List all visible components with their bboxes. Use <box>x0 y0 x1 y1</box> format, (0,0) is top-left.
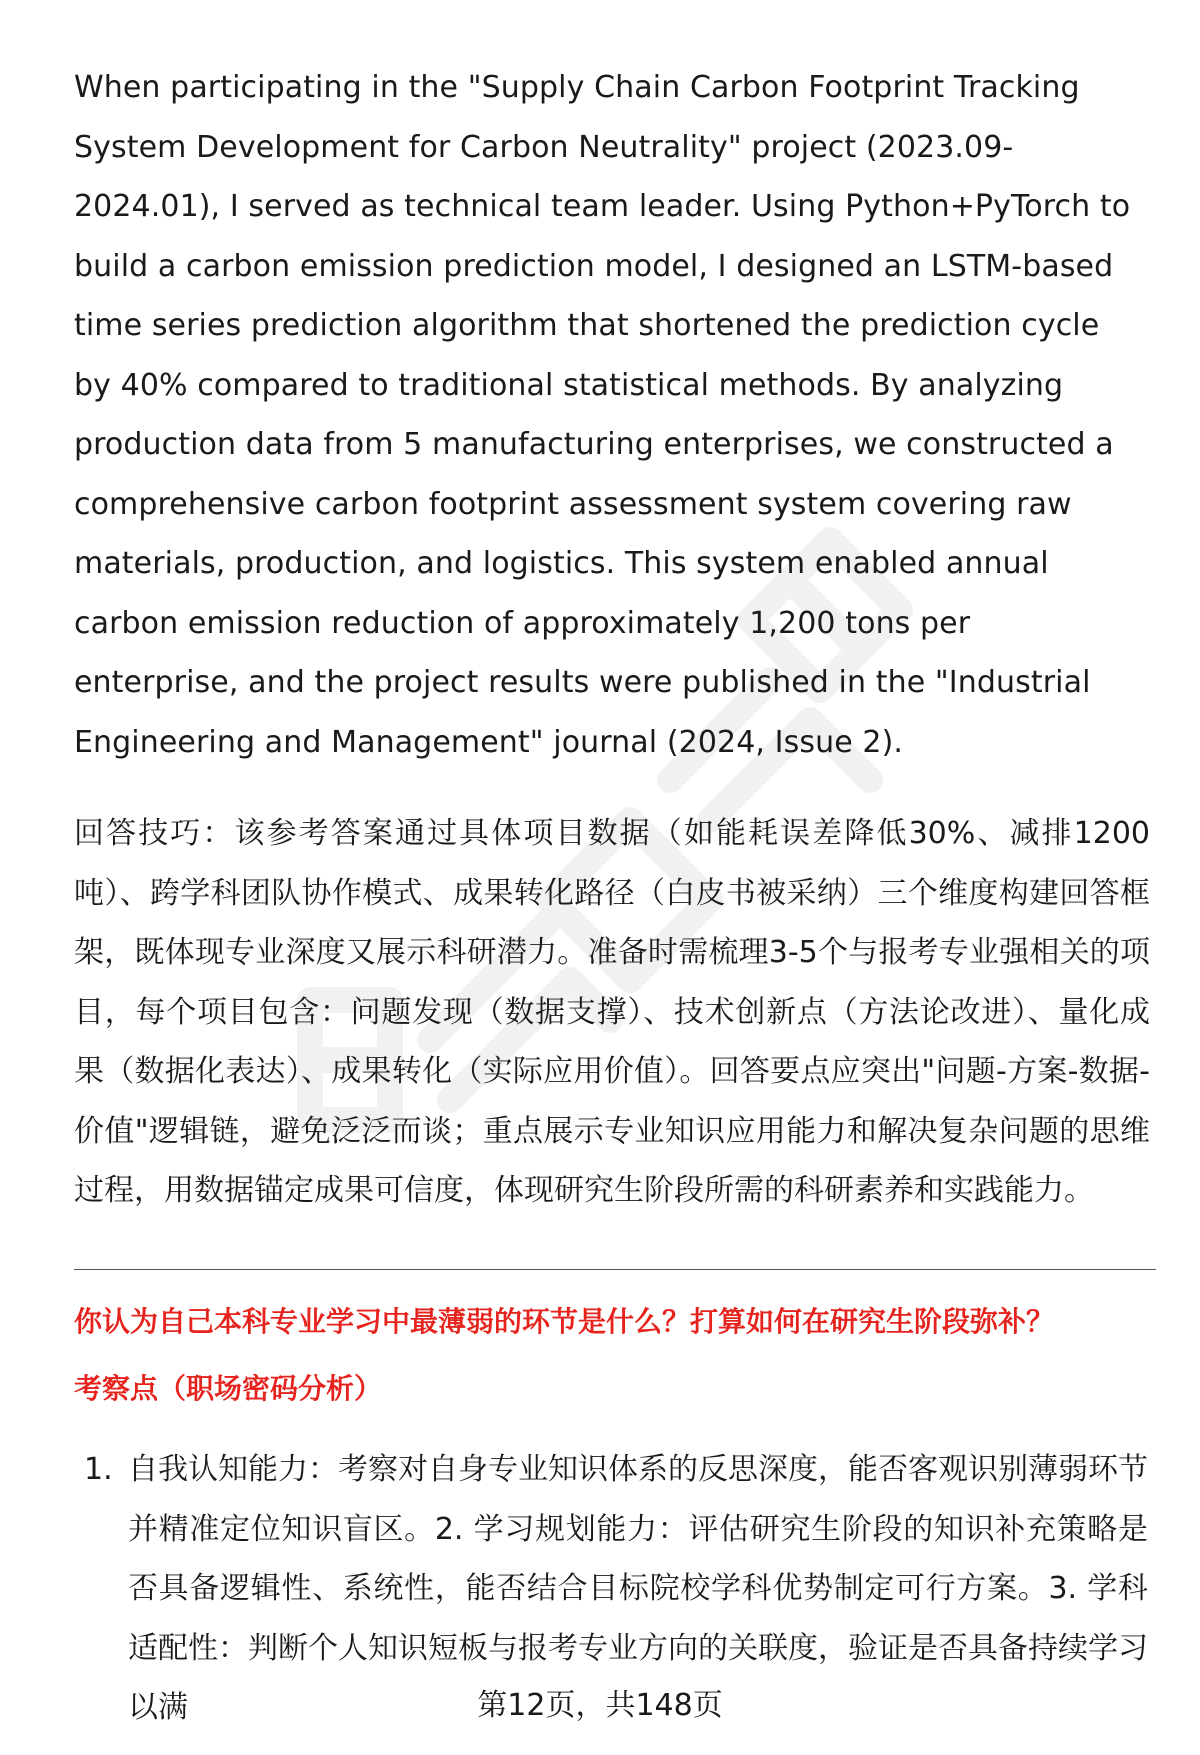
question-title: 你认为自己本科专业学习中最薄弱的环节是什么？打算如何在研究生阶段弥补？ <box>74 1305 1055 1338</box>
assessment-points-heading: 考察点（职场密码分析） <box>74 1372 383 1405</box>
page-number: 第12页，共148页 <box>477 1688 723 1723</box>
list-item-text: 自我认知能力：考察对自身专业知识体系的反思深度，能否客观识别薄弱环节并精准定位知识盲区。2. 学习规划能力：评估研究生阶段的知识补充策略是否具备逻辑性、系统性，能否结合目标院校学科优势制定可行方案。3. 学科适配性：判断个人知识短板与报考专业方向的关联度，验证是否具备持续学习以满 <box>128 1452 1148 1725</box>
list-item-marker: 1. <box>84 1452 113 1487</box>
english-answer-paragraph: When participating in the "Supply Chain Carbon Footprint Tracking System Development for Carbon Neutrality" project (2023.09-2024.01), I served as technical team leader. Using Python+PyTorch to build a carbon emission prediction model, I designed an LSTM-based time series prediction algorithm that shortened the prediction cycle by 40% compared to traditional statistical methods. By analyzing production data from 5 manufacturing enterprises, we constructed a comprehensive carbon footprint assessment system covering raw materials, production, and logistics. This system enabled annual carbon emission reduction of approximately 1,200 tons per enterprise, and the project results were published in the "Industrial Engineering and Management" journal (2024, Issue 2). <box>74 70 1131 760</box>
answer-tips-paragraph: 回答技巧：该参考答案通过具体项目数据（如能耗误差降低30%、减排1200吨）、跨学科团队协作模式、成果转化路径（白皮书被采纳）三个维度构建回答框架，既体现专业深度又展示科研潜力。准备时需梳理3-5个与报考专业强相关的项目，每个项目包含：问题发现（数据支撑）、技术创新点（方法论改进）、量化成果（数据化表达）、成果转化（实际应用价值）。回答要点应突出"问题-方案-数据-价值"逻辑链，避免泛泛而谈；重点展示专业知识应用能力和解决复杂问题的思维过程，用数据锚定成果可信度，体现研究生阶段所需的科研素养和实践能力。 <box>74 816 1150 1208</box>
section-divider <box>74 1269 1156 1270</box>
